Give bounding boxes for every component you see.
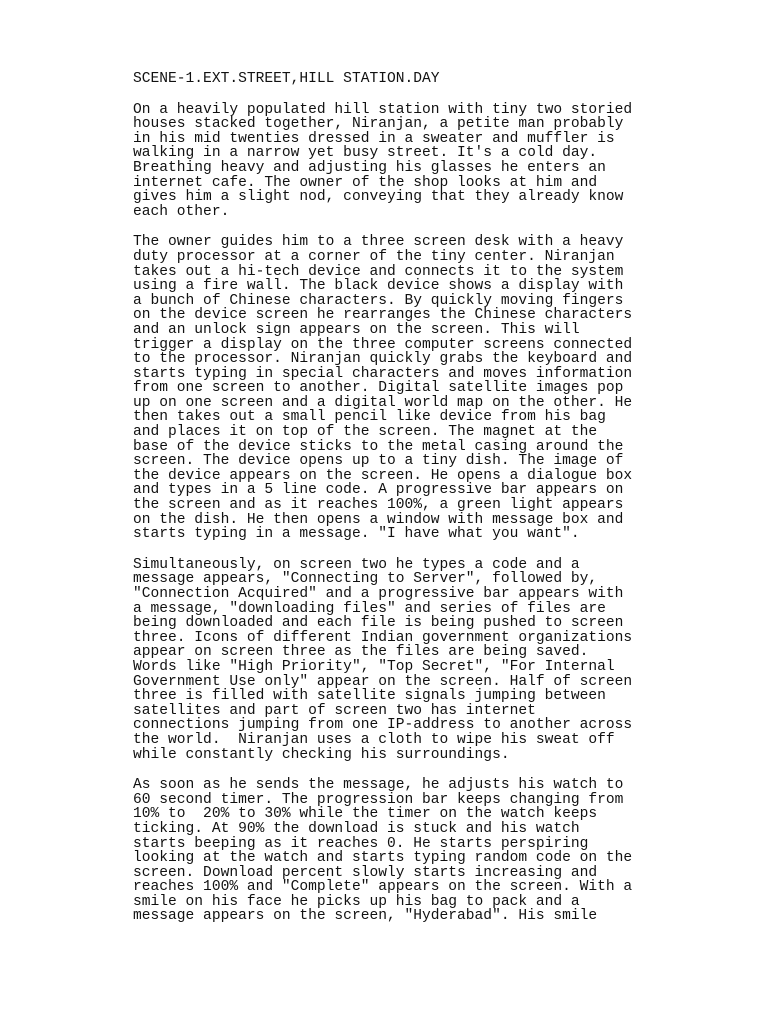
text-line: walking in a narrow yet busy street. It's a cold day.: [133, 145, 598, 162]
text-line: Simultaneously, on screen two he types a code and a: [133, 556, 580, 573]
text-line: each other.: [133, 203, 230, 220]
text-line: starts typing in special characters and moves information: [133, 365, 633, 382]
text-line: Breathing heavy and adjusting his glasses he enters an: [133, 159, 606, 176]
text-line: "Connection Acquired" and a progressive bar appears with: [133, 586, 624, 602]
text-line: As soon as he sends the message, he adjusts his watch to: [133, 777, 624, 794]
text-line: being downloaded and each file is being pushed to screen: [133, 615, 624, 632]
text-line: message appears on the screen, "Hyderabad". His smile: [133, 908, 598, 925]
text-line: message appears, "Connecting to Server", followed by,: [133, 571, 598, 588]
text-line: on the dish. He then opens a window with message box and: [133, 511, 624, 528]
text-line: screen. Download percent slowly starts increasing and: [133, 864, 598, 881]
paragraph-1: [133, 103, 673, 220]
text-line: the device appears on the screen. He opens a dialogue box: [133, 467, 633, 484]
text-line: looking at the watch and starts typing random code on the: [133, 850, 633, 867]
text-line: a bunch of Chinese characters. By quickly moving fingers: [133, 292, 624, 309]
text-line: satellites and part of screen two has internet: [133, 702, 536, 719]
text-line: internet cafe. The owner of the shop looks at him and: [133, 174, 598, 191]
text-line: up on one screen and a digital world map on the other. He: [133, 394, 633, 411]
text-line: on the device screen he rearranges the Chinese characters: [133, 307, 633, 324]
text-line: and places it on top of the screen. The magnet at the: [133, 424, 598, 441]
text-line: ticking. At 90% the download is stuck and his watch: [133, 820, 580, 837]
text-line: from one screen to another. Digital satellite images pop: [133, 380, 624, 397]
text-line: the screen and as it reaches 100%, a green light appears: [133, 497, 624, 514]
text-line: starts typing in a message. "I have what you want".: [133, 526, 580, 543]
text-line: trigger a display on the three computer screens connected: [133, 336, 633, 353]
text-line: connections jumping from one IP-address to another across: [133, 717, 633, 734]
text-line: duty processor at a corner of the tiny center. Niranjan: [133, 248, 615, 265]
text-line: then takes out a small pencil like device from his bag: [133, 409, 606, 426]
text-line: On a heavily populated hill station with tiny two storied: [133, 101, 633, 118]
text-line: 60 second timer. The progression bar keeps changing from: [133, 791, 624, 808]
text-line: smile on his face he picks up his bag to pack and a: [133, 893, 580, 910]
text-line: takes out a hi-tech device and connects it to the system: [133, 263, 624, 280]
text-line: 10% to 20% to 30% while the timer on the watch keeps: [133, 806, 598, 823]
text-line: three. Icons of different Indian government organizations: [133, 629, 633, 646]
text-line: and an unlock sign appears on the screen. This will: [133, 321, 580, 338]
text-line: and types in a 5 line code. A progressive bar appears on: [133, 482, 624, 499]
text-line: screen. The device opens up to a tiny dish. The image of: [133, 453, 624, 470]
text-line: houses stacked together, Niranjan, a petite man probably: [133, 116, 624, 133]
text-line: while constantly checking his surroundings.: [133, 746, 510, 763]
text-line: using a fire wall. The black device shows a display with: [133, 278, 624, 295]
paragraph-3: [133, 558, 673, 762]
text-line: Words like "High Priority", "Top Secret", "For Internal: [133, 658, 615, 675]
text-line: the world. Niranjan uses a cloth to wipe his sweat off: [133, 731, 615, 748]
text-line: three is filled with satellite signals jumping between: [133, 688, 606, 705]
script-text-block: [133, 72, 673, 940]
text-line: reaches 100% and "Complete" appears on the screen. With a: [133, 879, 633, 896]
text-line: starts beeping as it reaches 0. He starts perspiring: [133, 835, 589, 852]
scene-heading: SCENE-1.EXT.STREET,HILL STATION.DAY: [133, 71, 440, 87]
text-line: to the processor. Niranjan quickly grabs the keyboard and: [133, 351, 633, 368]
text-line: base of the device sticks to the metal casing around the: [133, 438, 624, 455]
text-line: in his mid twenties dressed in a sweater and muffler is: [133, 130, 615, 147]
text-line: a message, "downloading files" and series of files are: [133, 600, 606, 617]
text-line: appear on screen three as the files are being saved.: [133, 644, 589, 661]
text-line: gives him a slight nod, conveying that they already know: [133, 189, 624, 206]
text-line: Government Use only" appear on the screen. Half of screen: [133, 673, 633, 690]
paragraph-4: [133, 778, 673, 924]
paragraph-2: [133, 235, 673, 541]
text-line: The owner guides him to a three screen desk with a heavy: [133, 234, 624, 251]
